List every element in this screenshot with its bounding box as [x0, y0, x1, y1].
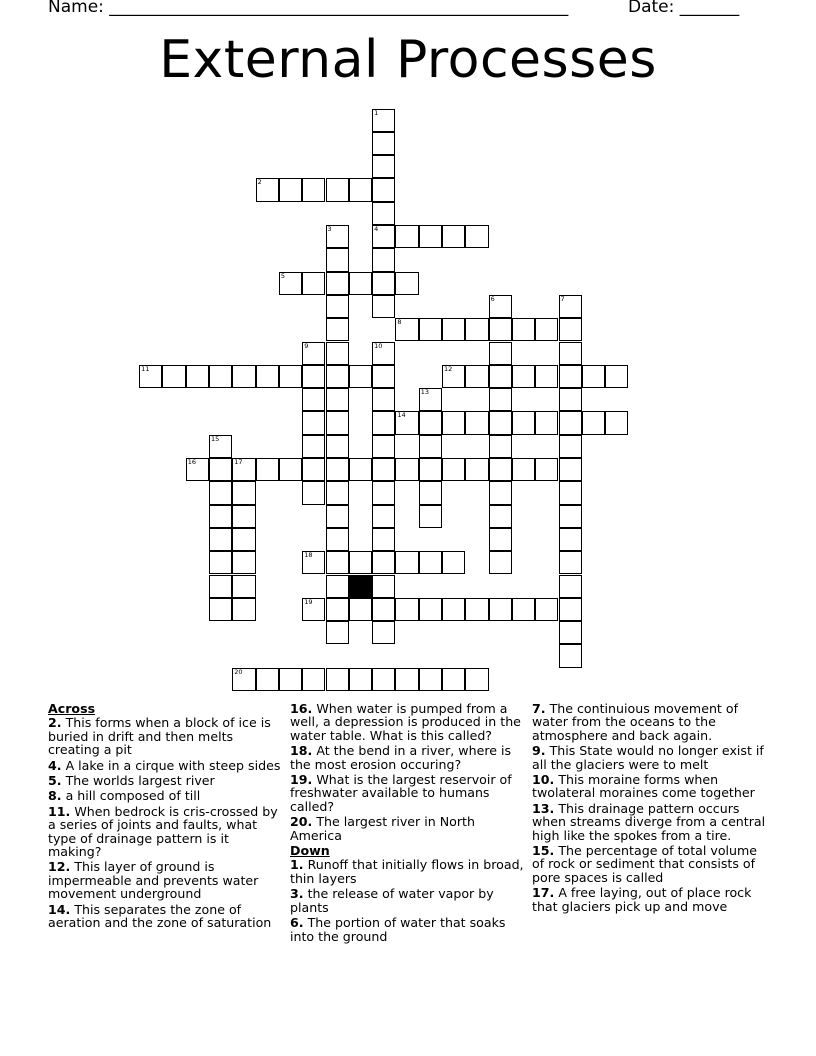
- grid-cell[interactable]: [559, 318, 582, 341]
- grid-cell[interactable]: [489, 435, 512, 458]
- grid-cell[interactable]: [256, 458, 279, 481]
- grid-cell[interactable]: [372, 435, 395, 458]
- grid-cell[interactable]: [372, 528, 395, 551]
- grid-cell[interactable]: [326, 411, 349, 434]
- grid-cell[interactable]: [232, 598, 255, 621]
- name-field[interactable]: Name: ______________________________________________________: [48, 0, 569, 17]
- clue-text: The percentage of total volume of rock or sediment that consists of pore spaces is called: [532, 843, 758, 885]
- grid-cell[interactable]: [326, 248, 349, 271]
- grid-cell[interactable]: [395, 551, 418, 574]
- grid-cell[interactable]: [559, 458, 582, 481]
- grid-cell[interactable]: [302, 178, 325, 201]
- clue-number: 8: [397, 318, 402, 327]
- grid-cell[interactable]: [326, 272, 349, 295]
- grid-cell[interactable]: [442, 225, 465, 248]
- clue-label: 10.: [532, 772, 555, 788]
- grid-cell[interactable]: [535, 598, 558, 621]
- clue-label: 1.: [290, 857, 304, 873]
- clue-label: 6.: [290, 915, 304, 931]
- grid-cell[interactable]: [279, 365, 302, 388]
- grid-block: [349, 575, 372, 598]
- grid-cell[interactable]: [372, 481, 395, 504]
- clues-column-2: [290, 702, 526, 945]
- grid-cell[interactable]: [395, 318, 418, 341]
- down-clue: [532, 773, 768, 800]
- grid-cell[interactable]: [535, 458, 558, 481]
- clue-label: 15.: [532, 843, 555, 859]
- grid-cell[interactable]: [372, 132, 395, 155]
- grid-cell[interactable]: [465, 318, 488, 341]
- clue-label: 5.: [48, 773, 62, 789]
- across-heading: Across: [48, 701, 96, 716]
- grid-cell[interactable]: [372, 295, 395, 318]
- grid-cell[interactable]: [395, 225, 418, 248]
- grid-cell[interactable]: [302, 411, 325, 434]
- grid-cell[interactable]: [326, 435, 349, 458]
- clue-number: 10: [374, 341, 383, 350]
- grid-cell[interactable]: [349, 458, 372, 481]
- grid-cell[interactable]: [326, 551, 349, 574]
- grid-cell[interactable]: [302, 365, 325, 388]
- grid-cell[interactable]: [209, 551, 232, 574]
- grid-cell[interactable]: [302, 598, 325, 621]
- grid-cell[interactable]: [349, 668, 372, 691]
- page-title: External Processes: [159, 30, 657, 90]
- grid-cell[interactable]: [372, 178, 395, 201]
- clue-text: This State would no longer exist if all the glaciers were to melt: [532, 743, 764, 772]
- across-clue: [48, 860, 284, 900]
- grid-cell[interactable]: [395, 598, 418, 621]
- grid-cell[interactable]: [302, 388, 325, 411]
- grid-cell[interactable]: [232, 551, 255, 574]
- grid-cell[interactable]: [349, 272, 372, 295]
- down-clue: [290, 887, 526, 914]
- clue-label: 18.: [290, 743, 313, 759]
- clue-label: 9.: [532, 743, 546, 759]
- grid-cell[interactable]: [605, 411, 628, 434]
- grid-cell[interactable]: [559, 598, 582, 621]
- clue-number: 17: [234, 458, 243, 466]
- grid-cell[interactable]: [559, 365, 582, 388]
- grid-cell[interactable]: [465, 598, 488, 621]
- clue-text: What is the largest reservoir of freshwater available to humans called?: [290, 772, 512, 814]
- grid-cell[interactable]: [279, 272, 302, 295]
- grid-cell[interactable]: [559, 575, 582, 598]
- grid-cell[interactable]: [302, 342, 325, 365]
- clue-label: 3.: [290, 886, 304, 902]
- clue-label: 2.: [48, 715, 62, 731]
- grid-cell[interactable]: [209, 505, 232, 528]
- grid-cell[interactable]: [372, 388, 395, 411]
- grid-cell[interactable]: [419, 458, 442, 481]
- grid-cell[interactable]: [512, 458, 535, 481]
- across-clue: [290, 744, 526, 771]
- grid-cell[interactable]: [489, 388, 512, 411]
- down-clue: [290, 916, 526, 943]
- across-clue: [290, 702, 526, 742]
- clue-number: 19: [304, 597, 313, 606]
- grid-cell[interactable]: [535, 365, 558, 388]
- grid-cell[interactable]: [209, 481, 232, 504]
- clue-text: A lake in a cirque with steep sides: [61, 757, 281, 773]
- grid-cell[interactable]: [232, 505, 255, 528]
- clue-text: a hill composed of till: [61, 788, 201, 804]
- grid-cell[interactable]: [326, 225, 349, 248]
- grid-cell[interactable]: [209, 575, 232, 598]
- grid-cell[interactable]: [326, 365, 349, 388]
- grid-cell[interactable]: [419, 225, 442, 248]
- clue-text: The portion of water that soaks into the ground: [290, 915, 506, 944]
- grid-cell[interactable]: [559, 621, 582, 644]
- grid-cell[interactable]: [559, 411, 582, 434]
- grid-cell[interactable]: [559, 551, 582, 574]
- clue-number: 5: [280, 271, 286, 280]
- clue-label: 7.: [532, 701, 546, 716]
- grid-cell[interactable]: [372, 598, 395, 621]
- grid-cell[interactable]: [512, 318, 535, 341]
- clue-label: 20.: [290, 814, 313, 830]
- grid-cell[interactable]: [372, 272, 395, 295]
- clue-number: 14: [397, 411, 406, 420]
- grid-cell[interactable]: [489, 528, 512, 551]
- grid-cell[interactable]: [209, 365, 232, 388]
- grid-cell[interactable]: [535, 318, 558, 341]
- grid-cell[interactable]: [349, 551, 372, 574]
- grid-cell[interactable]: [279, 458, 302, 481]
- grid-cell[interactable]: [349, 598, 372, 621]
- down-clue: [532, 802, 768, 842]
- grid-cell[interactable]: [442, 668, 465, 691]
- clue-number: 7: [560, 294, 565, 303]
- clue-label: 17.: [532, 885, 555, 901]
- grid-cell[interactable]: [256, 365, 279, 388]
- grid-cell[interactable]: [442, 318, 465, 341]
- grid-cell[interactable]: [419, 435, 442, 458]
- grid-cell[interactable]: [512, 411, 535, 434]
- clue-text: This forms when a block of ice is buried in drift and then melts creating a pit: [48, 715, 271, 758]
- clue-text: the release of water vapor by plants: [290, 886, 494, 915]
- grid-cell[interactable]: [326, 178, 349, 201]
- grid-cell[interactable]: [395, 668, 418, 691]
- grid-cell[interactable]: [232, 365, 255, 388]
- grid-cell[interactable]: [489, 365, 512, 388]
- grid-cell[interactable]: [559, 435, 582, 458]
- across-clue: [48, 774, 284, 787]
- grid-cell[interactable]: [326, 575, 349, 598]
- clue-text: The largest river in North America: [290, 814, 475, 843]
- grid-cell[interactable]: [442, 458, 465, 481]
- grid-cell[interactable]: [489, 411, 512, 434]
- clue-text: A free laying, out of place rock that glaciers pick up and move: [532, 885, 752, 914]
- clue-number: 18: [304, 551, 313, 560]
- grid-cell[interactable]: [442, 365, 465, 388]
- grid-cell[interactable]: [465, 225, 488, 248]
- grid-cell[interactable]: [512, 365, 535, 388]
- grid-cell[interactable]: [419, 598, 442, 621]
- across-clue: [48, 759, 284, 772]
- across-clue: [290, 815, 526, 842]
- grid-cell[interactable]: [489, 551, 512, 574]
- grid-cell[interactable]: [535, 411, 558, 434]
- grid-cell[interactable]: [419, 551, 442, 574]
- grid-cell[interactable]: [209, 598, 232, 621]
- clue-text: This drainage pattern occurs when streams diverge from a central high like the spokes from a tire.: [532, 800, 766, 843]
- grid-cell[interactable]: [559, 342, 582, 365]
- grid-cell[interactable]: [326, 388, 349, 411]
- down-clue: [532, 702, 768, 742]
- grid-cell[interactable]: [419, 411, 442, 434]
- clue-text: When bedrock is cris-crossed by a series of joints and faults, what type of drainage pattern is it making?: [48, 803, 278, 860]
- clue-number: 11: [141, 364, 150, 373]
- grid-cell[interactable]: [372, 248, 395, 271]
- grid-cell[interactable]: [186, 458, 209, 481]
- grid-cell[interactable]: [419, 505, 442, 528]
- grid-cell[interactable]: [232, 668, 255, 691]
- clue-label: 12.: [48, 859, 71, 875]
- clue-text: Runoff that initially flows in broad, thin layers: [290, 857, 524, 886]
- grid-cell[interactable]: [326, 318, 349, 341]
- grid-cell[interactable]: [139, 365, 162, 388]
- grid-cell[interactable]: [395, 411, 418, 434]
- grid-cell[interactable]: [326, 458, 349, 481]
- grid-cell[interactable]: [186, 365, 209, 388]
- grid-cell[interactable]: [489, 505, 512, 528]
- clue-label: 4.: [48, 757, 62, 773]
- grid-cell[interactable]: [489, 598, 512, 621]
- clue-text: This layer of ground is impermeable and prevents water movement underground: [48, 859, 259, 902]
- clue-text: At the bend in a river, where is the most erosion occuring?: [290, 743, 512, 772]
- grid-cell[interactable]: [326, 598, 349, 621]
- grid-cell[interactable]: [302, 481, 325, 504]
- down-clue: [532, 886, 768, 913]
- grid-cell[interactable]: [395, 458, 418, 481]
- down-clue: [532, 744, 768, 771]
- grid-cell[interactable]: [302, 668, 325, 691]
- grid-cell[interactable]: [256, 178, 279, 201]
- grid-cell[interactable]: [372, 575, 395, 598]
- grid-cell[interactable]: [372, 505, 395, 528]
- clue-number: 1: [374, 108, 379, 117]
- grid-cell[interactable]: [372, 668, 395, 691]
- grid-cell[interactable]: [559, 644, 582, 667]
- clue-number: 9: [304, 341, 309, 350]
- grid-cell[interactable]: [582, 411, 605, 434]
- grid-cell[interactable]: [419, 481, 442, 504]
- grid-cell[interactable]: [465, 411, 488, 434]
- grid-cell[interactable]: [372, 109, 395, 132]
- grid-cell[interactable]: [326, 621, 349, 644]
- clue-number: 6: [490, 294, 495, 303]
- grid-cell[interactable]: [209, 435, 232, 458]
- grid-cell[interactable]: [489, 318, 512, 341]
- grid-cell[interactable]: [232, 575, 255, 598]
- clue-number: 4: [374, 225, 379, 233]
- clue-label: 14.: [48, 901, 71, 917]
- grid-cell[interactable]: [372, 202, 395, 225]
- down-clue: [532, 844, 768, 884]
- grid-cell[interactable]: [559, 388, 582, 411]
- clue-label: 11.: [48, 803, 71, 819]
- down-clue: [290, 858, 526, 885]
- grid-cell[interactable]: [489, 295, 512, 318]
- grid-cell[interactable]: [419, 318, 442, 341]
- grid-cell[interactable]: [395, 272, 418, 295]
- grid-cell[interactable]: [559, 528, 582, 551]
- clues-column-1: [48, 702, 284, 932]
- grid-cell[interactable]: [489, 342, 512, 365]
- grid-cell[interactable]: [605, 365, 628, 388]
- down-heading: Down: [290, 843, 330, 859]
- grid-cell[interactable]: [372, 551, 395, 574]
- clue-number: 3: [327, 225, 332, 233]
- grid-cell[interactable]: [442, 598, 465, 621]
- grid-cell[interactable]: [302, 272, 325, 295]
- grid-cell[interactable]: [559, 505, 582, 528]
- grid-cell[interactable]: [326, 295, 349, 318]
- grid-cell[interactable]: [465, 668, 488, 691]
- grid-cell[interactable]: [372, 155, 395, 178]
- grid-cell[interactable]: [326, 505, 349, 528]
- clue-text: This moraine forms when twolateral moraines come together: [532, 772, 755, 801]
- grid-cell[interactable]: [465, 458, 488, 481]
- grid-cell[interactable]: [162, 365, 185, 388]
- across-clue: [48, 716, 284, 756]
- grid-cell[interactable]: [372, 411, 395, 434]
- clue-number: 12: [444, 364, 453, 373]
- clue-number: 13: [420, 388, 429, 397]
- clues-column-3: [532, 702, 768, 915]
- grid-cell[interactable]: [232, 528, 255, 551]
- grid-cell[interactable]: [372, 458, 395, 481]
- grid-cell[interactable]: [582, 365, 605, 388]
- clue-number: 20: [234, 667, 243, 676]
- grid-cell[interactable]: [232, 458, 255, 481]
- grid-cell[interactable]: [559, 295, 582, 318]
- clue-number: 15: [211, 434, 220, 443]
- grid-cell[interactable]: [302, 551, 325, 574]
- grid-cell[interactable]: [232, 481, 255, 504]
- grid-cell[interactable]: [559, 481, 582, 504]
- clue-text: This separates the zone of aeration and the zone of saturation: [48, 901, 272, 931]
- clue-label: 8.: [48, 788, 62, 804]
- grid-cell[interactable]: [372, 365, 395, 388]
- grid-cell[interactable]: [372, 225, 395, 248]
- grid-cell[interactable]: [279, 668, 302, 691]
- clue-number: 16: [187, 458, 196, 466]
- grid-cell[interactable]: [442, 551, 465, 574]
- grid-cell[interactable]: [372, 621, 395, 644]
- grid-cell[interactable]: [512, 598, 535, 621]
- date-field[interactable]: Date: _______: [628, 0, 740, 17]
- grid-cell[interactable]: [326, 528, 349, 551]
- grid-cell[interactable]: [279, 178, 302, 201]
- grid-cell[interactable]: [209, 528, 232, 551]
- grid-cell[interactable]: [326, 668, 349, 691]
- across-clue: [48, 805, 284, 859]
- grid-cell[interactable]: [465, 365, 488, 388]
- grid-cell[interactable]: [419, 388, 442, 411]
- across-clue: [290, 773, 526, 813]
- grid-cell[interactable]: [349, 365, 372, 388]
- grid-cell[interactable]: [372, 342, 395, 365]
- grid-cell[interactable]: [489, 458, 512, 481]
- grid-cell[interactable]: [256, 668, 279, 691]
- grid-cell[interactable]: [302, 435, 325, 458]
- grid-cell[interactable]: [302, 458, 325, 481]
- grid-cell[interactable]: [326, 342, 349, 365]
- clue-number: 2: [257, 178, 262, 187]
- clue-text: The continuious movement of water from the oceans to the atmosphere and back again.: [532, 701, 739, 743]
- grid-cell[interactable]: [349, 178, 372, 201]
- clue-label: 19.: [290, 772, 313, 788]
- clue-text: The worlds largest river: [61, 773, 215, 789]
- clue-text: When water is pumped from a well, a depression is produced in the water table. What is this called?: [290, 701, 521, 743]
- clue-label: 13.: [532, 800, 555, 816]
- clue-label: 16.: [290, 701, 313, 716]
- grid-cell[interactable]: [489, 481, 512, 504]
- grid-cell[interactable]: [326, 481, 349, 504]
- grid-cell[interactable]: [419, 668, 442, 691]
- grid-cell[interactable]: [442, 411, 465, 434]
- across-clue: [48, 903, 284, 930]
- grid-cell[interactable]: [209, 458, 232, 481]
- across-clue: [48, 789, 284, 802]
